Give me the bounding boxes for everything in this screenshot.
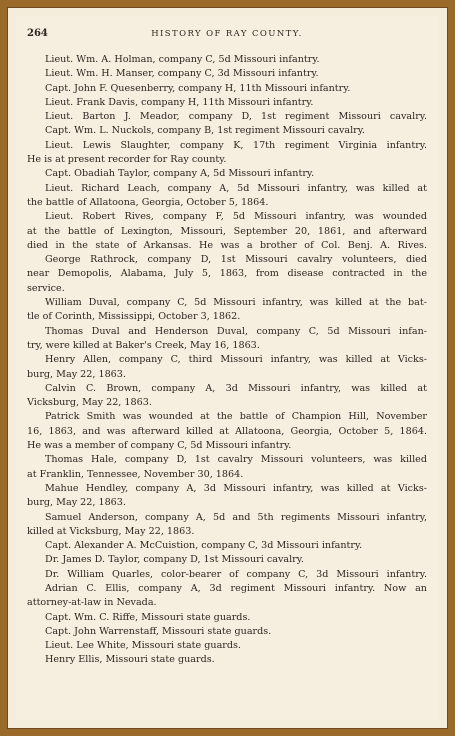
text-line: Thomas Hale, company D, 1st cavalry Missouri volunteers, was killed	[45, 454, 427, 466]
text-line: Capt. Wm. C. Riffe, Missouri state guards.	[45, 611, 251, 623]
text-body	[27, 53, 427, 668]
text-line: Lieut. Richard Leach, company A, 5d Missouri infantry, was killed at	[45, 182, 427, 194]
text-line: the battle of Allatoona, Georgia, October 5, 1864.	[27, 196, 269, 208]
text-line: Thomas Duval and Henderson Duval, company C, 5d Missouri infan-	[45, 325, 427, 337]
text-line: Vicksburg, May 22, 1863.	[27, 397, 152, 409]
text-line: Lieut. Barton J. Meador, company D, 1st regiment Missouri cavalry.	[45, 111, 427, 123]
text-line: Capt. Obadiah Taylor, company A, 5d Missouri infantry.	[45, 168, 315, 180]
text-line: 16, 1863, and was afterward killed at Allatoona, Georgia, October 5, 1864.	[27, 425, 427, 437]
text-line: at the battle of Lexington, Missouri, September 20, 1861, and afterward	[27, 225, 427, 237]
text-line: burg, May 22, 1863.	[27, 368, 126, 380]
text-line: Capt. Wm. L. Nuckols, company B, 1st regiment Missouri cavalry.	[45, 125, 365, 137]
text-line: Adrian C. Ellis, company A, 3d regiment Missouri infantry. Now an	[45, 582, 427, 594]
text-line: Lieut. Frank Davis, company H, 11th Missouri infantry.	[45, 96, 314, 108]
text-line: Patrick Smith was wounded at the battle of Champion Hill, November	[45, 411, 427, 423]
text-line: try, were killed at Baker's Creek, May 16, 1863.	[27, 339, 260, 351]
text-line: Dr. William Quarles, color-bearer of company C, 3d Missouri infantry.	[45, 568, 427, 580]
text-line: He was a member of company C, 5d Missouri infantry.	[27, 440, 292, 452]
text-line: Henry Ellis, Missouri state guards.	[45, 654, 215, 666]
text-line: service.	[27, 282, 65, 294]
running-title: HISTORY OF RAY COUNTY.	[151, 29, 303, 39]
text-line: Lieut. Lewis Slaughter, company K, 17th regiment Virginia infantry.	[45, 139, 427, 151]
text-line: George Rathrock, company D, 1st Missouri cavalry volunteers, died	[45, 254, 427, 266]
text-line: Lieut. Robert Rives, company F, 5d Missouri infantry, was wounded	[45, 211, 427, 223]
text-line: Capt. John F. Quesenberry, company H, 11th Missouri infantry.	[45, 82, 351, 94]
text-line: Lieut. Lee White, Missouri state guards.	[45, 640, 241, 652]
text-line: at Franklin, Tennessee, November 30, 1864.	[27, 468, 244, 480]
text-line: near Demopolis, Alabama, July 5, 1863, from disease contracted in the	[27, 268, 427, 280]
text-line: died in the state of Arkansas. He was a brother of Col. Benj. A. Rives.	[27, 239, 427, 251]
text-line: Capt. John Warrenstaff, Missouri state guards.	[45, 625, 272, 637]
text-line: William Duval, company C, 5d Missouri infantry, was killed at the bat-	[45, 297, 427, 309]
text-line: Capt. Alexander A. McCuistion, company C, 3d Missouri infantry.	[45, 540, 363, 552]
text-line: tle of Corinth, Mississippi, October 3, 1862.	[27, 311, 241, 323]
text-line: Lieut. Wm. H. Manser, company C, 3d Missouri infantry.	[45, 68, 319, 80]
text-line: burg, May 22, 1863.	[27, 497, 126, 509]
text-line: Dr. James D. Taylor, company D, 1st Missouri cavalry.	[45, 554, 304, 566]
page-number: 264	[27, 28, 48, 39]
text-line: He is at present recorder for Ray county.	[27, 154, 227, 166]
text-line: attorney-at-law in Nevada.	[27, 597, 157, 609]
page-header	[27, 24, 427, 44]
text-line: Lieut. Wm. A. Holman, company C, 5d Missouri infantry.	[45, 54, 320, 65]
text-line: killed at Vicksburg, May 22, 1863.	[27, 525, 195, 537]
book-page	[16, 16, 439, 720]
text-line: Calvin C. Brown, company A, 3d Missouri infantry, was killed at	[45, 382, 427, 394]
text-line: Henry Allen, company C, third Missouri infantry, was killed at Vicks-	[45, 354, 427, 366]
text-line: Samuel Anderson, company A, 5d and 5th regiments Missouri infantry,	[45, 511, 427, 523]
text-line: Mahue Hendley, company A, 3d Missouri infantry, was killed at Vicks-	[45, 482, 427, 494]
